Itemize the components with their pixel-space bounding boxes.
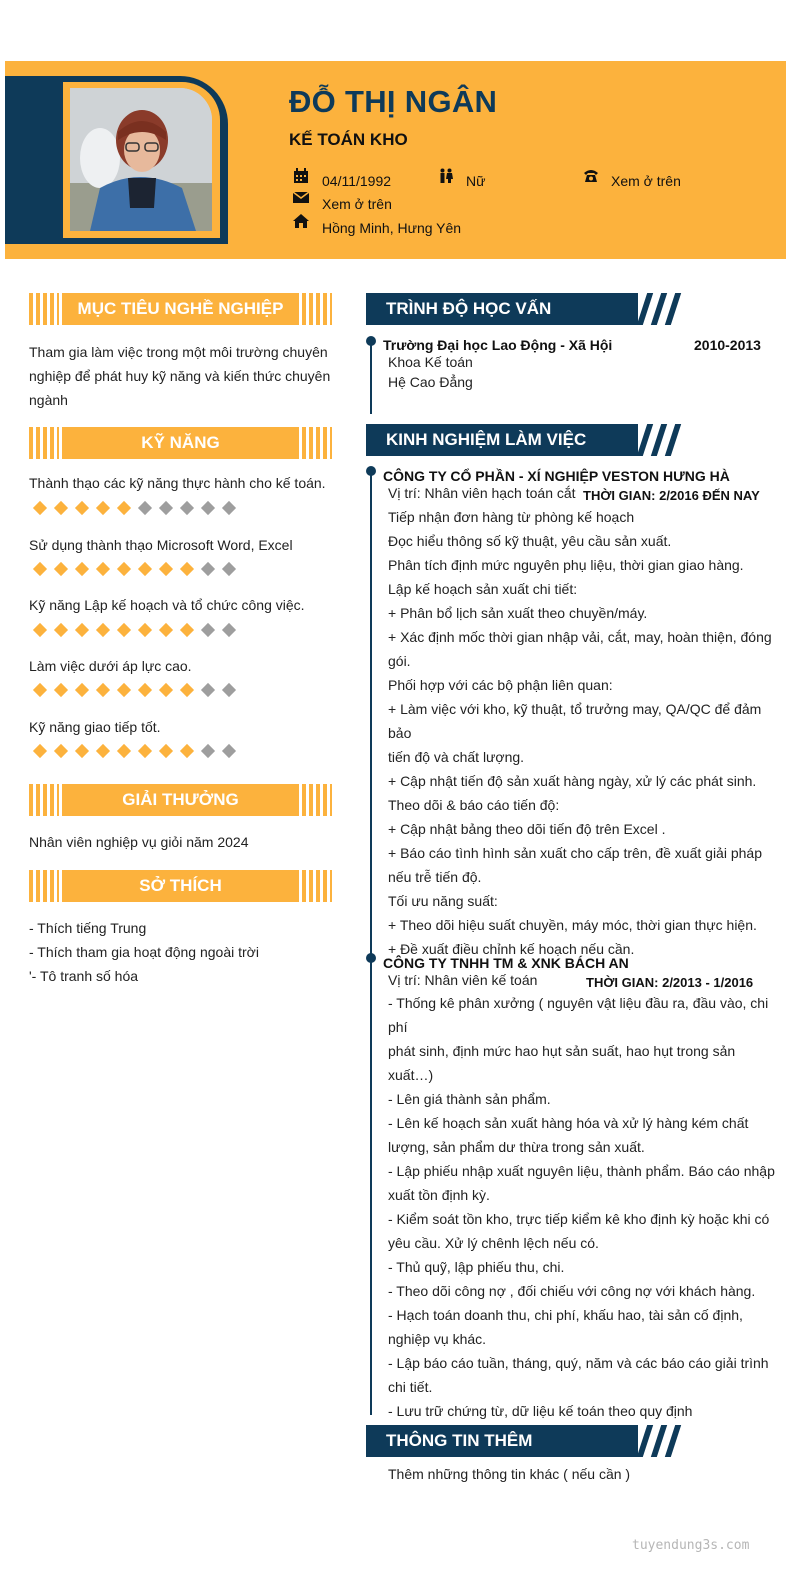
job-line: nếu trễ tiến độ. — [388, 869, 482, 885]
job-line: - Lập phiếu nhập xuất nguyên liệu, thành phẩm. Báo cáo nhập — [388, 1163, 775, 1179]
hobbies-list — [29, 916, 259, 988]
skill-diamond-filled — [33, 501, 47, 515]
objective-section-header — [29, 293, 332, 325]
job-time: THỜI GIAN: 2/2016 ĐẾN NAY — [583, 488, 760, 503]
job-description — [388, 505, 783, 961]
company-name: CÔNG TY CỔ PHẦN - XÍ NGHIỆP VESTON HƯNG HÀ — [383, 468, 730, 484]
address-text: Hồng Minh, Hưng Yên — [322, 220, 462, 236]
job-line: Theo dõi & báo cáo tiến độ: — [388, 797, 560, 813]
job-line: + Theo dõi hiệu suất chuyền, máy móc, thời gian thực hiện. — [388, 917, 757, 933]
education-years: 2010-2013 — [694, 337, 761, 353]
award-text: Nhân viên nghiệp vụ giỏi năm 2024 — [29, 834, 249, 850]
skill-name: Kỹ năng Lập kế hoạch và tổ chức công việc. — [29, 597, 305, 613]
job-line: Tiếp nhận đơn hàng từ phòng kế hoạch — [388, 509, 635, 525]
calendar-icon — [293, 168, 309, 189]
school-name: Trường Đại học Lao Động - Xã Hội — [383, 337, 613, 353]
skill-diamond-filled — [33, 683, 47, 697]
skill-diamond-empty — [180, 501, 194, 515]
hobby-item: '- Tô tranh số hóa — [29, 968, 139, 984]
job-position: Vị trí: Nhân viên hạch toán cắt — [388, 485, 576, 501]
education-title: TRÌNH ĐỘ HỌC VẤN — [386, 299, 552, 318]
skill-diamond-filled — [54, 744, 68, 758]
skill-diamond-empty — [222, 744, 236, 758]
extra-title: THÔNG TIN THÊM — [386, 1431, 533, 1450]
skill-diamond-filled — [159, 623, 173, 637]
hobby-item: - Thích tham gia hoạt động ngoài trời — [29, 944, 259, 960]
objective-text — [29, 340, 330, 412]
awards-section-header — [29, 784, 332, 816]
skill-diamond-filled — [117, 623, 131, 637]
skill-diamond-filled — [54, 683, 68, 697]
job-line: - Lên giá thành sản phẩm. — [388, 1091, 551, 1107]
skill-diamond-filled — [33, 562, 47, 576]
job-line: - Lưu trữ chứng từ, dữ liệu kế toán theo quy định — [388, 1403, 693, 1419]
objective-line: ngành — [29, 392, 68, 408]
skill-diamond-filled — [96, 744, 110, 758]
timeline-dot — [366, 466, 376, 476]
skill-diamond-filled — [33, 744, 47, 758]
job-line: Phân tích định mức nguyên phụ liệu, thời gian giao hàng. — [388, 557, 744, 573]
phone-text: Xem ở trên — [611, 173, 681, 189]
skill-diamond-filled — [180, 623, 194, 637]
skill-diamond-filled — [75, 683, 89, 697]
job-line: + Xác định mốc thời gian nhập vải, cắt, may, hoàn thiện, đóng — [388, 629, 772, 645]
job-line: Tối ưu năng suất: — [388, 893, 498, 909]
skill-diamond-empty — [201, 501, 215, 515]
skill-diamond-empty — [201, 683, 215, 697]
birthday-text: 04/11/1992 — [322, 173, 392, 189]
skill-diamond-filled — [138, 744, 152, 758]
job-line: + Cập nhật bảng theo dõi tiến độ trên Excel . — [388, 821, 666, 837]
skill-diamond-empty — [222, 623, 236, 637]
envelope-icon — [293, 190, 309, 209]
skill-diamond-filled — [75, 562, 89, 576]
skill-diamond-filled — [54, 562, 68, 576]
skill-diamond-filled — [33, 623, 47, 637]
skill-name: Thành thạo các kỹ năng thực hành cho kế toán. — [29, 475, 326, 491]
skill-diamond-filled — [96, 623, 110, 637]
job-line: - Lập báo cáo tuần, tháng, quý, năm và các báo cáo giải trình — [388, 1355, 769, 1371]
skill-diamond-empty — [159, 501, 173, 515]
extra-text: Thêm những thông tin khác ( nếu cần ) — [388, 1466, 631, 1482]
skill-diamond-filled — [159, 562, 173, 576]
skill-diamond-filled — [138, 683, 152, 697]
skill-diamond-filled — [159, 744, 173, 758]
skill-diamond-filled — [117, 501, 131, 515]
job-line: + Đề xuất điều chỉnh kế hoạch nếu cần. — [388, 941, 635, 957]
skill-diamond-filled — [96, 562, 110, 576]
skill-diamond-filled — [180, 683, 194, 697]
job-line: - Thủ quỹ, lập phiếu thu, chi. — [388, 1259, 565, 1275]
skill-name: Làm việc dưới áp lực cao. — [29, 658, 192, 674]
watermark: tuyendung3s.com — [632, 1538, 750, 1553]
gender-text: Nữ — [466, 173, 486, 189]
skill-diamond-filled — [75, 501, 89, 515]
job-line: lượng, sản phẩm dư thừa trong sản xuất. — [388, 1139, 645, 1155]
skill-diamond-filled — [117, 744, 131, 758]
skill-diamond-filled — [75, 623, 89, 637]
objective-line: nghiệp để phát huy kỹ năng và kiến thức chuyên — [29, 368, 331, 384]
job-line: tiến độ và chất lượng. — [388, 749, 525, 765]
education-section-header — [366, 293, 692, 325]
skill-diamond-filled — [159, 683, 173, 697]
hobbies-title: SỞ THÍCH — [62, 870, 299, 902]
education-level: Hệ Cao Đẳng — [388, 374, 473, 390]
education-timeline — [370, 340, 372, 414]
skill-diamond-filled — [54, 501, 68, 515]
job-line: + Cập nhật tiến độ sản xuất hàng ngày, xử lý các phát sinh. — [388, 773, 757, 789]
skill-diamond-filled — [54, 623, 68, 637]
job-line: + Làm việc với kho, kỹ thuật, tổ trưởng may, QA/QC để đảm bảo — [388, 701, 762, 741]
skill-diamond-filled — [180, 744, 194, 758]
job-line: - Lên kế hoạch sản xuất hàng hóa và xử lý hàng kém chất — [388, 1115, 749, 1131]
skill-diamond-filled — [96, 501, 110, 515]
skill-diamond-empty — [201, 562, 215, 576]
job-line: - Theo dõi công nợ , đối chiếu với công nợ với khách hàng. — [388, 1283, 756, 1299]
job-line: - Kiểm soát tồn kho, trực tiếp kiểm kê kho định kỳ hoặc khi có — [388, 1211, 770, 1227]
experience-timeline — [370, 470, 372, 1415]
avatar — [70, 88, 212, 231]
objective-title: MỤC TIÊU NGHỀ NGHIỆP — [62, 293, 299, 325]
job-line: + Phân bổ lịch sản xuất theo chuyền/máy. — [388, 605, 648, 621]
skill-diamond-filled — [96, 683, 110, 697]
candidate-name: ĐỖ THỊ NGÂN — [289, 84, 498, 119]
skill-diamond-empty — [138, 501, 152, 515]
job-position: Vị trí: Nhân viên kế toán — [388, 972, 538, 988]
faculty-text: Khoa Kế toán — [388, 354, 473, 370]
skill-diamond-filled — [117, 683, 131, 697]
awards-title: GIẢI THƯỞNG — [62, 784, 299, 816]
job-line: chi tiết. — [388, 1379, 433, 1395]
timeline-dot — [366, 336, 376, 346]
skill-diamond-filled — [75, 744, 89, 758]
home-icon — [293, 214, 309, 233]
job-line: phát sinh, định mức hao hụt sản suất, hao hụt trong sản xuất…) — [388, 1043, 736, 1083]
phone-icon — [583, 168, 599, 189]
skill-diamond-empty — [201, 623, 215, 637]
hobby-item: - Thích tiếng Trung — [29, 920, 147, 936]
timeline-dot — [366, 953, 376, 963]
hobbies-section-header — [29, 870, 332, 902]
skill-diamond-empty — [222, 501, 236, 515]
job-line: yêu cầu. Xử lý chênh lệch nếu có. — [388, 1235, 599, 1251]
people-icon — [438, 168, 454, 189]
job-line: Đọc hiểu thông số kỹ thuật, yêu cầu sản xuất. — [388, 533, 672, 549]
skill-name: Kỹ năng giao tiếp tốt. — [29, 719, 161, 735]
job-line: Phối hợp với các bộ phận liên quan: — [388, 677, 613, 693]
email-text: Xem ở trên — [322, 196, 392, 212]
skill-diamond-filled — [138, 562, 152, 576]
job-line: xuất tồn định kỳ. — [388, 1187, 490, 1203]
job-title: KẾ TOÁN KHO — [289, 130, 408, 149]
company-name: CÔNG TY TNHH TM & XNK BÁCH AN — [383, 955, 629, 971]
skill-diamond-filled — [117, 562, 131, 576]
job-time: THỜI GIAN: 2/2013 - 1/2016 — [586, 975, 754, 990]
skill-name: Sử dụng thành thạo Microsoft Word, Excel — [29, 537, 293, 553]
experience-section-header — [366, 424, 692, 456]
job-line: gói. — [388, 653, 411, 669]
job-line: nghiệp vụ khác. — [388, 1331, 487, 1347]
job-line: - Hạch toán doanh thu, chi phí, khấu hao, tài sản cố định, — [388, 1307, 743, 1323]
job-line: - Thống kê phân xưởng ( nguyên vật liệu đầu ra, đầu vào, chi phí — [388, 995, 769, 1035]
extra-section-header — [366, 1425, 692, 1457]
job-line: Lập kế hoạch sản xuất chi tiết: — [388, 581, 578, 597]
skill-diamond-empty — [222, 683, 236, 697]
skill-diamond-empty — [201, 744, 215, 758]
job-line: + Báo cáo tình hình sản xuất cho cấp trên, đề xuất giải pháp — [388, 845, 762, 861]
skill-diamond-filled — [138, 623, 152, 637]
skill-diamond-empty — [222, 562, 236, 576]
job-description — [388, 991, 783, 1423]
avatar-photo — [70, 88, 212, 231]
skills-title: KỸ NĂNG — [62, 427, 299, 459]
skill-diamond-filled — [180, 562, 194, 576]
objective-line: Tham gia làm việc trong một môi trường chuyên — [29, 344, 328, 360]
experience-title: KINH NGHIỆM LÀM VIỆC — [386, 430, 587, 449]
skills-section-header — [29, 427, 332, 459]
